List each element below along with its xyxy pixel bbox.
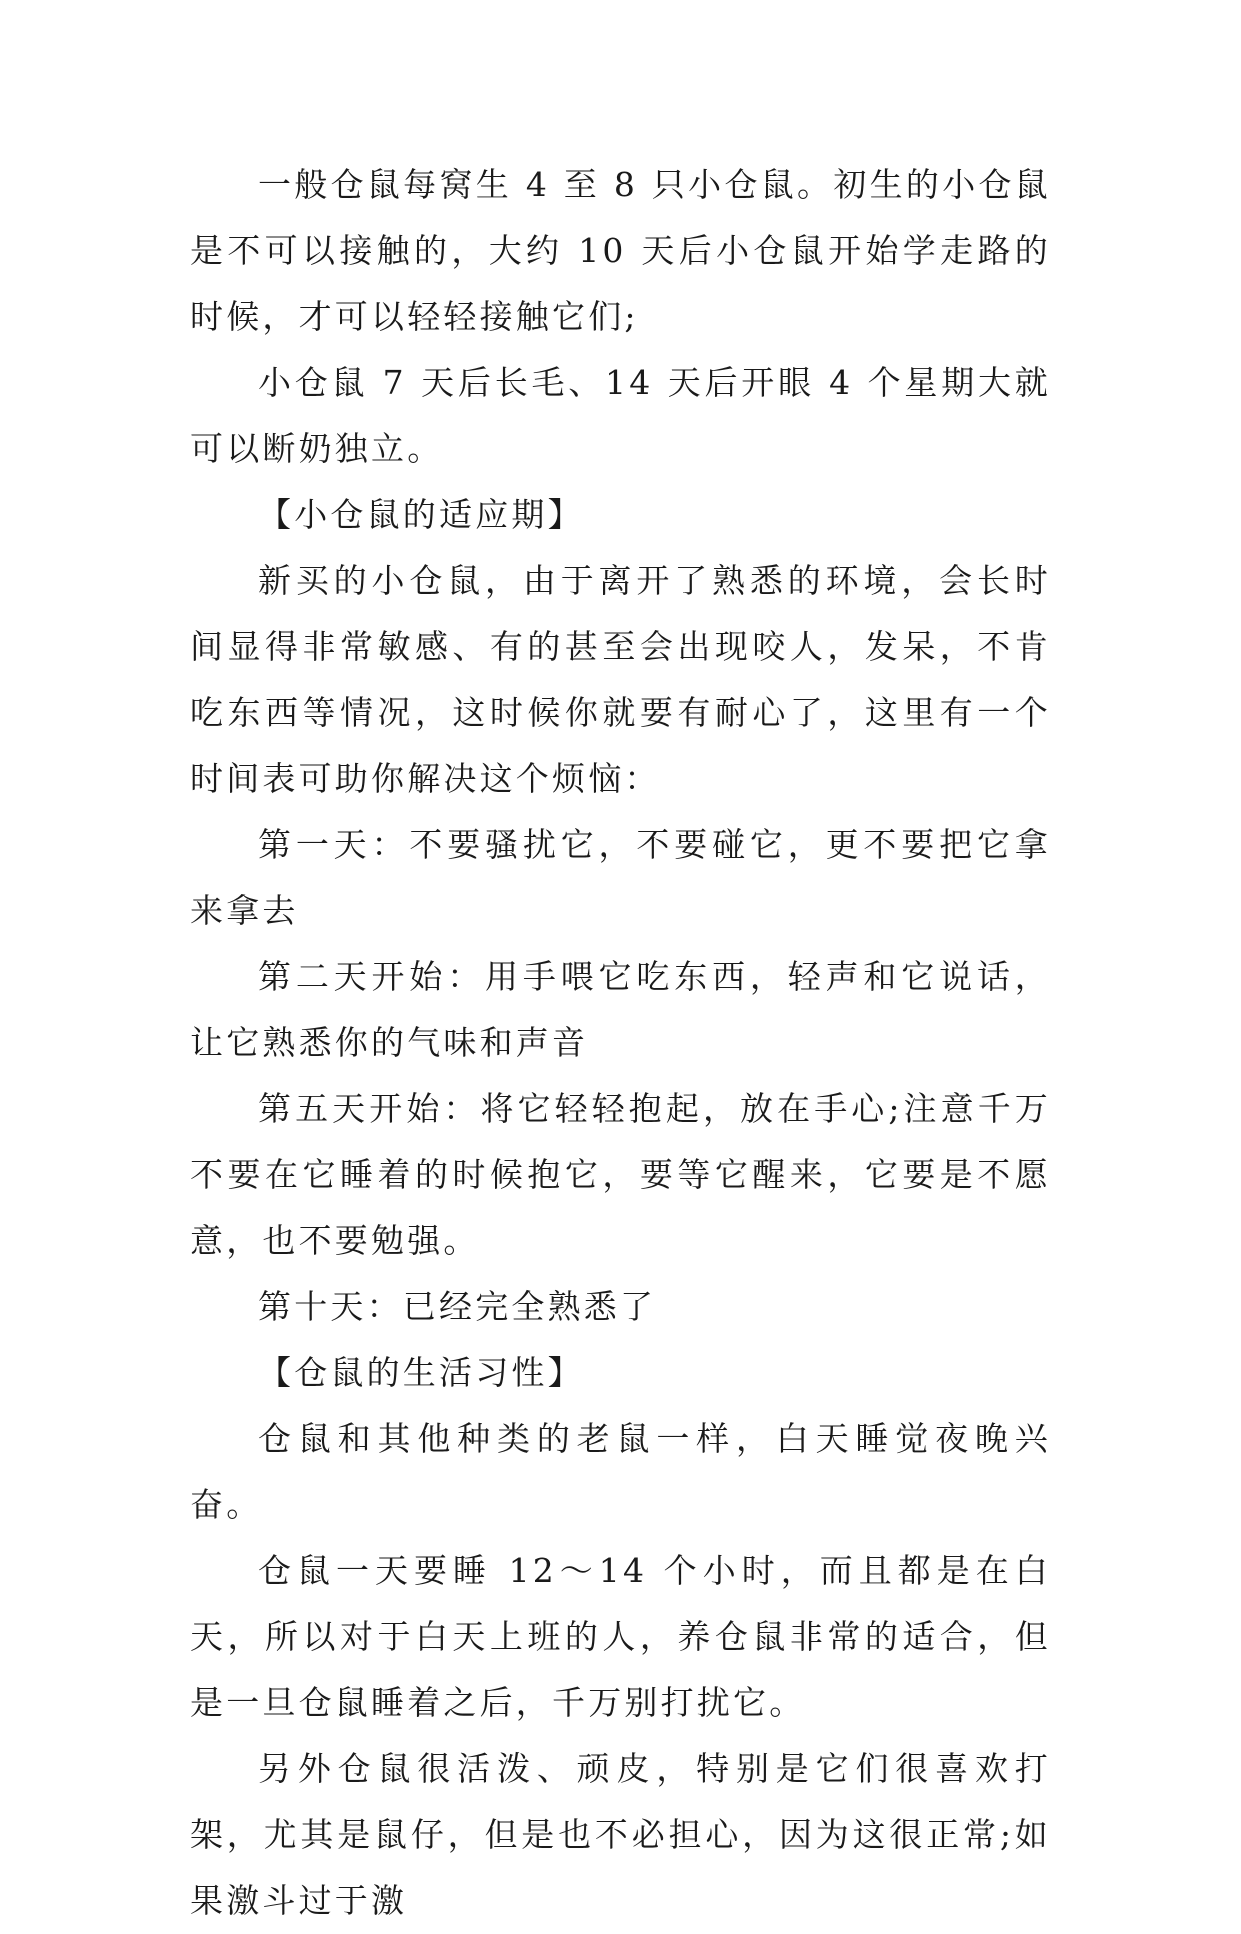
paragraph: 第五天开始：将它轻轻抱起，放在手心;注意千万不要在它睡着的时候抱它，要等它醒来，它要是不愿意，也不要勉强。 xyxy=(190,1089,1051,1260)
paragraph: 仓鼠和其他种类的老鼠一样，白天睡觉夜晚兴奋。 xyxy=(190,1419,1051,1524)
paragraph: 一般仓鼠每窝生 4 至 8 只小仓鼠。初生的小仓鼠是不可以接触的，大约 10 天后小仓鼠开始学走路的时候，才可以轻轻接触它们; xyxy=(190,165,1051,336)
section-heading: 【小仓鼠的适应期】 xyxy=(258,495,584,534)
paragraph: 仓鼠一天要睡 12～14 个小时，而且都是在白天，所以对于白天上班的人，养仓鼠非常的适合，但是一旦仓鼠睡着之后，千万别打扰它。 xyxy=(190,1551,1051,1722)
paragraph: 小仓鼠 7 天后长毛、14 天后开眼 4 个星期大就可以断奶独立。 xyxy=(190,363,1051,468)
paragraph: 新买的小仓鼠，由于离开了熟悉的环境，会长时间显得非常敏感、有的甚至会出现咬人，发呆，不肯吃东西等情况，这时候你就要有耐心了，这里有一个时间表可助你解决这个烦恼： xyxy=(190,561,1051,798)
document-body xyxy=(190,152,1051,1934)
paragraph: 第二天开始：用手喂它吃东西，轻声和它说话，让它熟悉你的气味和声音 xyxy=(190,957,1051,1062)
paragraph: 另外仓鼠很活泼、顽皮，特别是它们很喜欢打架，尤其是鼠仔，但是也不必担心，因为这很正常;如果激斗过于激 xyxy=(190,1749,1051,1920)
section-heading: 【仓鼠的生活习性】 xyxy=(258,1353,584,1392)
paragraph: 第一天：不要骚扰它，不要碰它，更不要把它拿来拿去 xyxy=(190,825,1051,930)
paragraph: 第十天：已经完全熟悉了 xyxy=(258,1287,657,1326)
